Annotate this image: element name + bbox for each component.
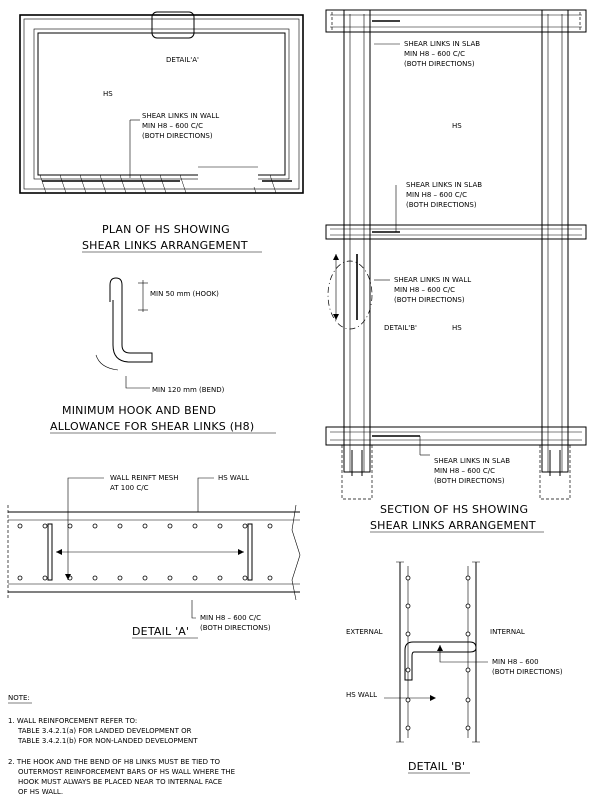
min-bend-label: MIN 120 mm (BEND) bbox=[152, 386, 225, 394]
note-2-line-2: OUTERMOST REINFORCEMENT BARS OF HS WALL WHERE THE bbox=[18, 768, 236, 776]
slab-top-2: MIN H8 – 600 C/C bbox=[404, 50, 465, 58]
hook-detail bbox=[50, 278, 276, 433]
detail-b-min-h8-2: (BOTH DIRECTIONS) bbox=[492, 668, 563, 676]
slab-top-3: (BOTH DIRECTIONS) bbox=[404, 60, 475, 68]
notes bbox=[8, 694, 235, 796]
section-hs-upper: HS bbox=[452, 122, 462, 130]
section-left-wall bbox=[344, 10, 370, 472]
detail-a-min-h8-1: MIN H8 – 600 C/C bbox=[200, 614, 261, 622]
section-bottom-slab bbox=[326, 427, 586, 445]
slab-mid-1: SHEAR LINKS IN SLAB bbox=[406, 181, 483, 189]
detail-a-callout: DETAIL'A' bbox=[166, 56, 199, 64]
detail-b-callout: DETAIL'B' bbox=[384, 324, 417, 332]
hook-title-2: ALLOWANCE FOR SHEAR LINKS (H8) bbox=[50, 420, 255, 433]
note-1-line-1: 1. WALL REINFORCEMENT REFER TO: bbox=[8, 717, 138, 725]
section-hs-lower: HS bbox=[452, 324, 462, 332]
slab-bottom-1: SHEAR LINKS IN SLAB bbox=[434, 457, 511, 465]
min-hook-label: MIN 50 mm (HOOK) bbox=[150, 290, 219, 298]
plan-hs-label: HS bbox=[103, 90, 113, 98]
hook-title-1: MINIMUM HOOK AND BEND bbox=[62, 404, 217, 417]
wall-mesh-2: AT 100 C/C bbox=[110, 484, 149, 492]
plan-inner-wall bbox=[38, 33, 285, 175]
wall-links-3: (BOTH DIRECTIONS) bbox=[394, 296, 465, 304]
plan-view bbox=[20, 12, 303, 252]
detail-a-title: DETAIL 'A' bbox=[132, 625, 190, 638]
wall-mesh-1: WALL REINFT MESH bbox=[110, 474, 179, 482]
plan-shear-links-3: (BOTH DIRECTIONS) bbox=[142, 132, 213, 140]
note-1-line-3: TABLE 3.4.2.1(b) FOR NON-LANDED DEVELOPMENT bbox=[18, 737, 198, 745]
detail-b-hs-wall: HS WALL bbox=[346, 691, 378, 699]
detail-b-title: DETAIL 'B' bbox=[408, 760, 466, 773]
section-right-wall bbox=[542, 10, 568, 472]
plan-title-2: SHEAR LINKS ARRANGEMENT bbox=[82, 239, 248, 252]
slab-bottom-3: (BOTH DIRECTIONS) bbox=[434, 477, 505, 485]
section-view bbox=[326, 10, 586, 532]
section-title-1: SECTION OF HS SHOWING bbox=[380, 503, 529, 516]
section-title-2: SHEAR LINKS ARRANGEMENT bbox=[370, 519, 536, 532]
section-mid-slab bbox=[326, 225, 586, 239]
note-2-line-4: OF HS WALL. bbox=[18, 788, 64, 796]
plan-shear-links-1: SHEAR LINKS IN WALL bbox=[142, 112, 220, 120]
slab-bottom-2: MIN H8 – 600 C/C bbox=[434, 467, 495, 475]
slab-mid-3: (BOTH DIRECTIONS) bbox=[406, 201, 477, 209]
detail-a-hs-wall: HS WALL bbox=[218, 474, 250, 482]
detail-a-min-h8-2: (BOTH DIRECTIONS) bbox=[200, 624, 271, 632]
external-label: EXTERNAL bbox=[346, 628, 383, 636]
notes-heading: NOTE: bbox=[8, 694, 30, 702]
detail-a bbox=[8, 474, 300, 638]
detail-b bbox=[346, 562, 563, 773]
note-2-line-1: 2. THE HOOK AND THE BEND OF H8 LINKS MUST BE TIED TO bbox=[8, 758, 220, 766]
plan-shear-links-2: MIN H8 – 600 C/C bbox=[142, 122, 203, 130]
plan-outer-wall bbox=[20, 15, 303, 193]
note-2-line-3: HOOK MUST ALWAYS BE PLACED NEAR TO INTERNAL FACE bbox=[18, 778, 223, 786]
note-1-line-2: TABLE 3.4.2.1(a) FOR LANDED DEVELOPMENT OR bbox=[18, 727, 192, 735]
detail-a-circle bbox=[152, 12, 194, 38]
slab-top-1: SHEAR LINKS IN SLAB bbox=[404, 40, 481, 48]
slab-mid-2: MIN H8 – 600 C/C bbox=[406, 191, 467, 199]
plan-title-1: PLAN OF HS SHOWING bbox=[102, 223, 230, 236]
wall-links-1: SHEAR LINKS IN WALL bbox=[394, 276, 472, 284]
wall-links-2: MIN H8 – 600 C/C bbox=[394, 286, 455, 294]
section-top-slab bbox=[326, 10, 586, 32]
internal-label: INTERNAL bbox=[490, 628, 525, 636]
detail-b-min-h8-1: MIN H8 – 600 bbox=[492, 658, 539, 666]
